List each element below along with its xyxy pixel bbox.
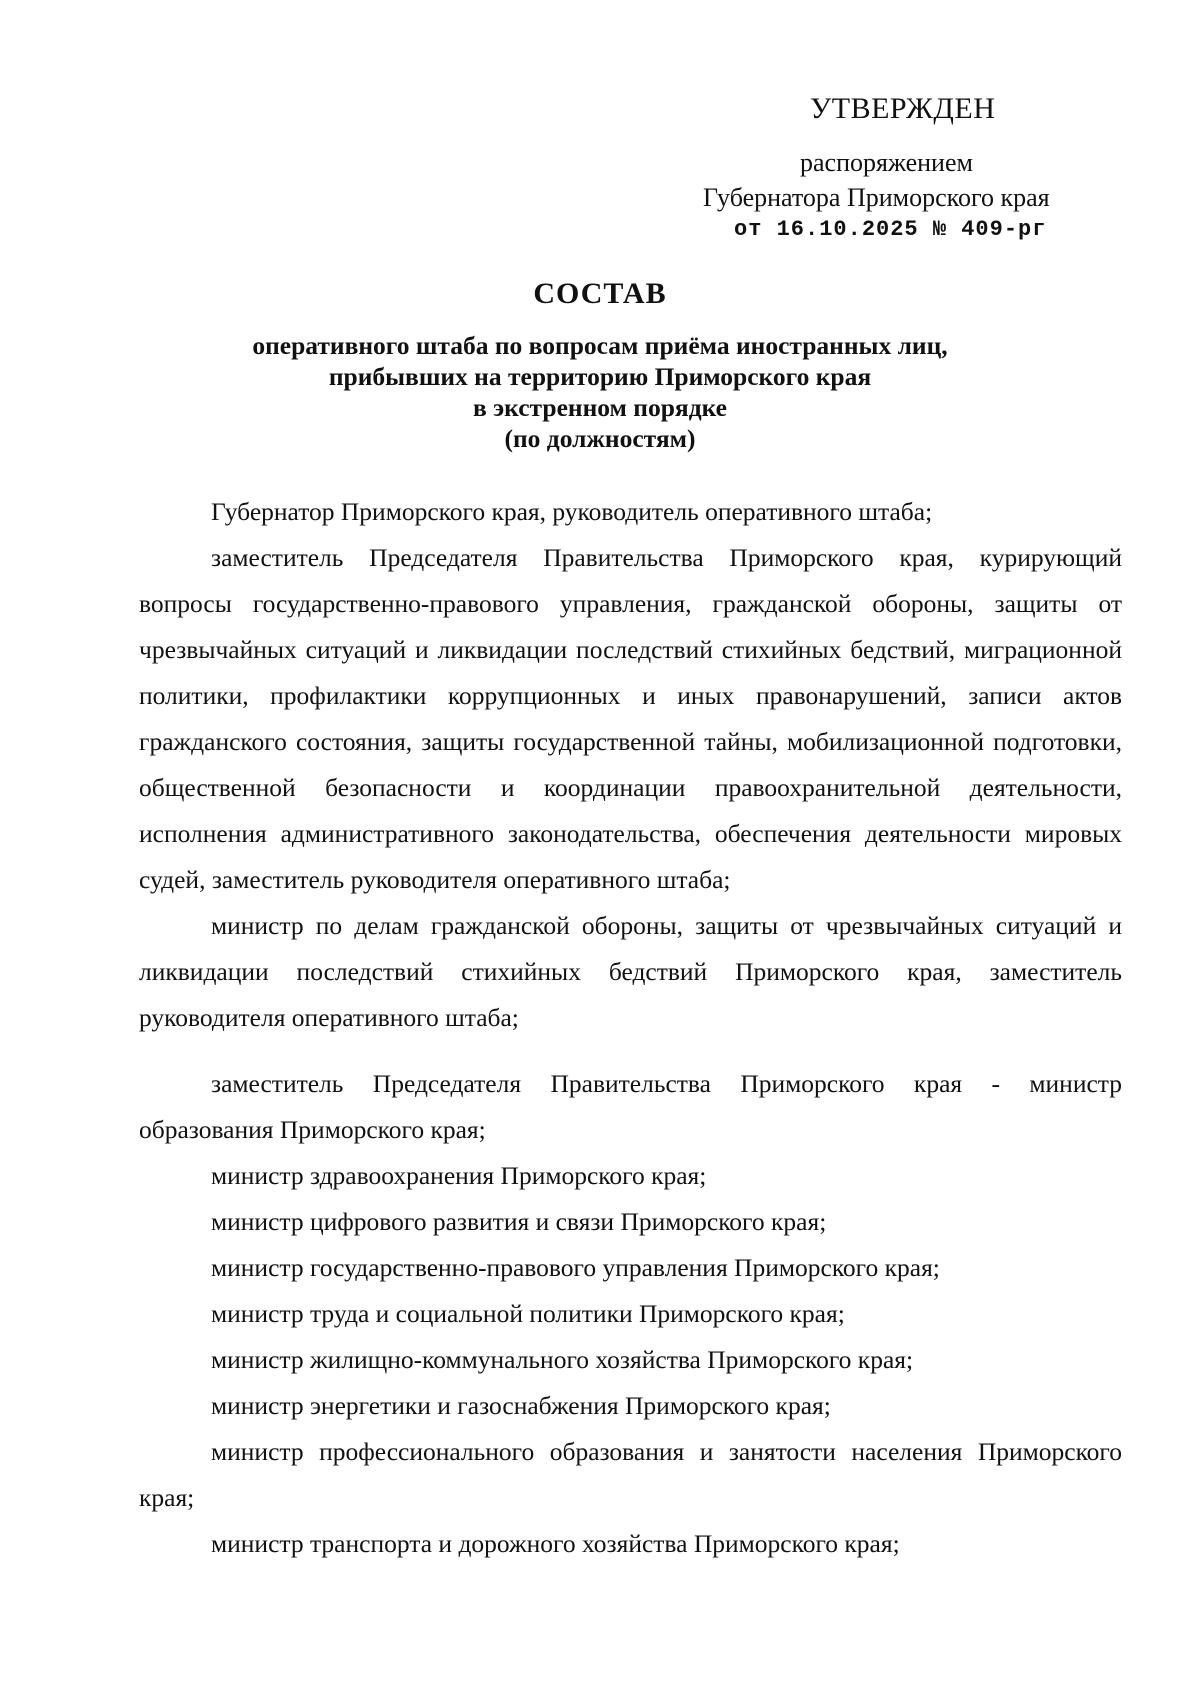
member-paragraph: заместитель Председателя Правительства Приморского края, курирующий вопросы государственно-правового управления, гражданской обороны, защиты от чрезвычайных ситуаций и ликвидации последствий стихийных бедствий, миграционной политики, профилактики коррупционных и иных правонарушений, записи актов гражданского состояния, защиты государственной тайны, мобилизационной подготовки, общественной безопасности и координации правоохранительной деятельности, исполнения административного законодательства, обеспечения деятельности мировых судей, заместитель руководителя оперативного штаба; <box>139 543 1122 894</box>
member-paragraph: Губернатор Приморского края, руководитель оперативного штаба; <box>211 497 933 526</box>
member-paragraph: министр жилищно-коммунального хозяйства Приморского края; <box>211 1345 914 1374</box>
document-subtitle-line: оперативного штаба по вопросам приёма иностранных лиц, <box>252 331 948 360</box>
member-paragraph: заместитель Председателя Правительства Приморского края - министр образования Приморского края; <box>139 1069 1122 1144</box>
members-list <box>139 489 1122 1567</box>
approval-date-number: от 16.10.2025 № 409-рг <box>734 217 1047 242</box>
approval-line-governor: Губернатора Приморского края <box>703 183 1050 212</box>
document-subtitle-line: (по должностям) <box>504 424 696 453</box>
document-title: СОСТАВ <box>533 277 667 310</box>
member-paragraph: министр энергетики и газоснабжения Приморского края; <box>211 1391 831 1420</box>
document-subtitle-line: в экстренном порядке <box>473 393 727 422</box>
member-paragraph: министр транспорта и дорожного хозяйства Приморского края; <box>211 1529 900 1558</box>
approval-line-order: распоряжением <box>800 148 973 177</box>
approval-title: УТВЕРЖДЕН <box>810 92 996 125</box>
member-paragraph: министр труда и социальной политики Приморского края; <box>211 1299 845 1328</box>
member-paragraph: министр по делам гражданской обороны, защиты от чрезвычайных ситуаций и ликвидации последствий стихийных бедствий Приморского края, заместитель руководителя оперативного штаба; <box>139 911 1122 1032</box>
document-subtitle-line: прибывших на территорию Приморского края <box>328 362 872 391</box>
member-paragraph: министр государственно-правового управления Приморского края; <box>211 1253 940 1282</box>
member-paragraph: министр цифрового развития и связи Приморского края; <box>211 1207 827 1236</box>
member-paragraph: министр профессионального образования и занятости населения Приморского края; <box>139 1437 1122 1512</box>
member-paragraph: министр здравоохранения Приморского края; <box>211 1161 707 1190</box>
